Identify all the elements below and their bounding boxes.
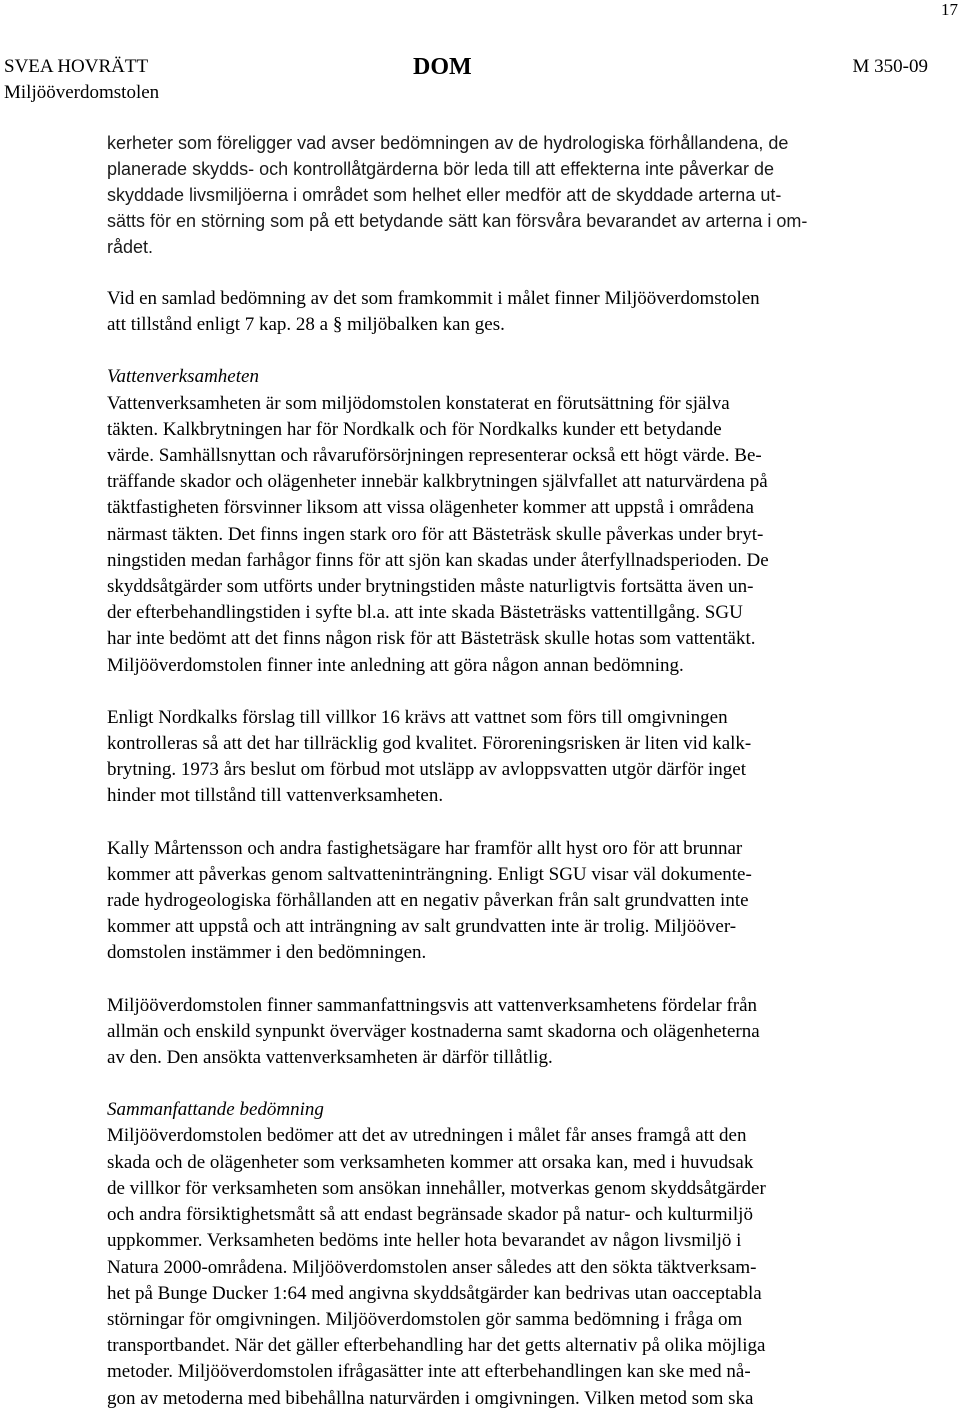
paragraph-7 (107, 1123, 907, 1411)
text-line: hinder mot tillstånd till vattenverksamheten. (107, 785, 444, 807)
text-line: täktfastigheten försvinner liksom att vissa olägenheter kommer att uppstå i områdena (107, 497, 754, 519)
text-line: av den. Den ansökta vattenverksamheten är därför tillåtlig. (107, 1047, 553, 1069)
text-line: att tillstånd enligt 7 kap. 28 a § miljöbalken kan ges. (107, 314, 505, 336)
text-line: Miljööverdomstolen finner inte anledning att göra någon annan bedömning. (107, 654, 684, 676)
text-line: Natura 2000-områdena. Miljööverdomstolen anser således att den sökta täktverksam- (107, 1256, 757, 1278)
section-heading-sammanfattande: Sammanfattande bedömning (107, 1099, 324, 1121)
text-line: brytning. 1973 års beslut om förbud mot utsläpp av avloppsvatten utgör därför inget (107, 759, 747, 781)
text-line: allmän och enskild synpunkt överväger kostnaderna samt skadorna och olägenheterna (107, 1020, 760, 1042)
text-line: ningstiden medan farhågor finns för att sjön kan skadas under återfyllnadsperioden. De (107, 549, 769, 571)
text-line: rade hydrogeologiska förhållanden att en negativ påverkan från salt grundvatten inte (107, 890, 749, 912)
text-line: sätts för en störning som på ett betydande sätt kan försvåra bevarandet av arterna i om- (107, 211, 808, 231)
document-header (4, 54, 928, 106)
paragraph-4 (107, 705, 907, 810)
text-line: närmast täkten. Det finns ingen stark oro för att Bästeträsk skulle påverkas under bryt- (107, 523, 764, 545)
text-line: skyddade livsmiljöerna i området som helhet eller medför att de skyddade arterna ut- (107, 185, 782, 205)
text-line: de villkor för verksamheten som ansökan innehåller, motverkas genom skyddsåtgärder (107, 1177, 766, 1199)
text-line: gon av metoderna med bibehållna naturvärden i omgivningen. Vilken metod som ska (107, 1387, 754, 1409)
text-line: transportbandet. När det gäller efterbehandling har det getts alternativ på olika möjliga (107, 1335, 766, 1357)
court-name: SVEA HOVRÄTT (4, 56, 149, 77)
court-division: Miljööverdomstolen (4, 82, 160, 103)
page-number: 17 (941, 0, 958, 19)
text-line: har inte bedömt att det finns någon risk för att Bästeträsk skulle hotas som vattentäkt. (107, 628, 756, 650)
text-line: het på Bunge Ducker 1:64 med angivna skyddsåtgärder kan bedrivas utan oacceptabla (107, 1282, 762, 1304)
paragraph-2 (107, 286, 907, 338)
case-number: M 350-09 (852, 56, 928, 77)
text-line: Kally Mårtensson och andra fastighetsägare har framför allt hyst oro för att brunnar (107, 837, 743, 859)
document-type: DOM (413, 54, 472, 80)
text-line: skada och de olägenheter som verksamheten kommer att orsaka kan, med i huvudsak (107, 1151, 754, 1173)
paragraph-3 (107, 391, 907, 679)
text-line: kommer att påverkas genom saltvatteninträngning. Enligt SGU visar väl dokumente- (107, 863, 752, 885)
text-line: värde. Samhällsnyttan och råvaruförsörjningen representerar också ett högt värde. Be- (107, 445, 762, 467)
paragraph-5 (107, 836, 907, 967)
text-line: Enligt Nordkalks förslag till villkor 16 krävs att vattnet som förs till omgivningen (107, 706, 728, 728)
text-line: skyddsåtgärder som utförts under brytningstiden måste naturligtvis fortsätta även un- (107, 576, 754, 598)
text-line: rådet. (107, 237, 154, 257)
text-line: och andra försiktighetsmått så att endast begränsade skador på natur- och kulturmiljö (107, 1204, 753, 1226)
text-line: der efterbehandlingstiden i syfte bl.a. att inte skada Bästeträsks vattentillgång. SGU (107, 602, 743, 624)
paragraph-6 (107, 993, 907, 1072)
section-heading-vattenverksamheten: Vattenverksamheten (107, 366, 259, 388)
text-line: kerheter som föreligger vad avser bedömningen av de hydrologiska förhållandena, de (107, 133, 789, 153)
text-line: Vattenverksamheten är som miljödomstolen konstaterat en förutsättning för själva (107, 392, 730, 414)
text-line: täkten. Kalkbrytningen har för Nordkalk och för Nordkalks kunder ett betydande (107, 418, 722, 440)
text-line: kommer att uppstå och att inträngning av salt grundvatten inte är trolig. Miljööver- (107, 916, 737, 938)
text-line: Vid en samlad bedömning av det som framkommit i målet finner Miljööverdomstolen (107, 288, 760, 309)
text-line: störningar för omgivningen. Miljööverdomstolen gör samma bedömning i fråga om (107, 1308, 743, 1330)
text-line: uppkommer. Verksamheten bedöms inte heller hota bevarandet av någon livsmiljö i (107, 1230, 742, 1252)
text-line: planerade skydds- och kontrollåtgärderna bör leda till att effekterna inte påverkar de (107, 159, 775, 179)
text-line: träffande skador och olägenheter innebär kalkbrytningen självfallet att naturvärdena på (107, 471, 768, 493)
text-line: Miljööverdomstolen bedömer att det av utredningen i målet får anses framgå att den (107, 1125, 747, 1147)
document-body (107, 130, 907, 1412)
paragraph-1 (107, 130, 907, 260)
text-line: domstolen instämmer i den bedömningen. (107, 942, 427, 964)
text-line: Miljööverdomstolen finner sammanfattningsvis att vattenverksamhetens fördelar från (107, 994, 758, 1016)
text-line: kontrolleras så att det har tillräcklig god kvalitet. Föroreningsrisken är liten vid kalk- (107, 733, 752, 755)
text-line: metoder. Miljööverdomstolen ifrågasätter inte att efterbehandlingen kan ske med nå- (107, 1361, 751, 1383)
